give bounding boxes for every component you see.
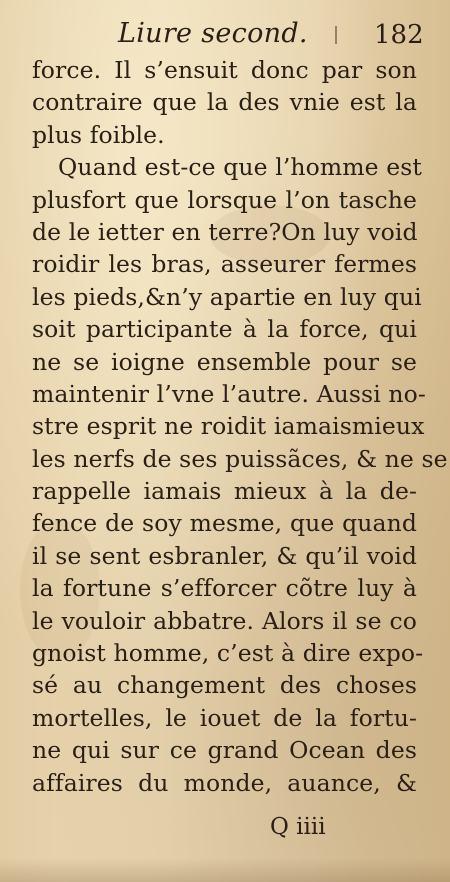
- ink-mark: [335, 26, 337, 44]
- text-line: plusfort que lorsque l’on tasche: [32, 185, 417, 214]
- text-line: il se sent esbranler, & qu’il void: [32, 541, 417, 570]
- body-text: [32, 54, 448, 799]
- page-number: 182: [374, 20, 424, 50]
- text-line: affaires du monde, auance, &: [32, 768, 417, 797]
- text-line: maintenir l’vne l’autre. Aussi no-: [32, 379, 426, 408]
- text-line: roidir les bras, asseurer fermes: [32, 250, 417, 279]
- page-footer: [0, 814, 450, 846]
- text-line: la fortune s’efforcer cõtre luy à: [32, 574, 417, 603]
- running-title: Liure second.: [118, 18, 308, 49]
- text-line: soit participante à la force, qui: [32, 315, 417, 344]
- text-line: stre esprit ne roidit iamaismieux: [32, 412, 425, 441]
- text-line: les pieds,&n’y apartie en luy qui: [32, 282, 422, 311]
- text-line: force. Il s’ensuit donc par son: [32, 56, 417, 84]
- text-line: contraire que la des vnie est la: [32, 88, 417, 117]
- text-line: de le ietter en terre?On luy void: [32, 217, 418, 246]
- text-line: rappelle iamais mieux à la de-: [32, 477, 417, 506]
- text-line: mortelles, le iouet de la fortu-: [32, 703, 417, 732]
- text-line: fence de soy mesme, que quand: [32, 509, 417, 538]
- text-line: plus foible.: [32, 120, 165, 149]
- paragraph-first-line: Quand est-ce que l’homme est: [58, 153, 422, 182]
- page-header: [0, 18, 450, 52]
- text-line: les nerfs de ses puissãces, & ne se: [32, 444, 448, 473]
- text-line: le vouloir abbatre. Alors il se co: [32, 606, 417, 635]
- text-line: sé au changement des choses: [32, 671, 417, 700]
- text-line: gnoist homme, c’est à dire expo-: [32, 639, 424, 668]
- text-line: ne qui sur ce grand Ocean des: [32, 736, 417, 765]
- page-edge-shadow: [0, 858, 450, 882]
- text-line: ne se ioigne ensemble pour se: [32, 347, 417, 376]
- signature-mark: Q iiii: [270, 814, 326, 840]
